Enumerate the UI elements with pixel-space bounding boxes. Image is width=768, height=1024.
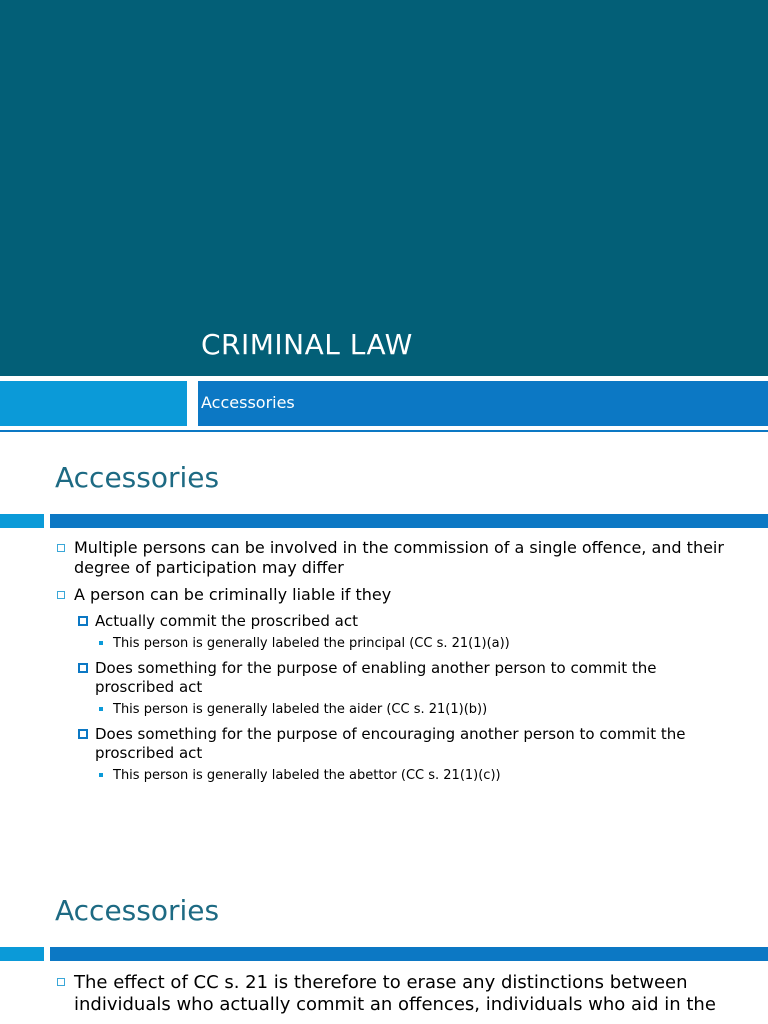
bullet-text: A person can be criminally liable if they [74, 585, 392, 604]
bullet-text: The effect of CC s. 21 is therefore to erase any distinctions between individuals who actually commit an offences, individuals who aid in the [74, 972, 716, 1015]
slide2-accent-right [50, 514, 768, 528]
sub-list-item [0, 612, 705, 631]
sub-bullet-text: Does something for the purpose of encouraging another person to commit the proscribed act [95, 725, 686, 762]
list-item [0, 585, 724, 605]
slide2-accent-left [0, 514, 44, 528]
sub-list-item [0, 725, 705, 763]
note-text: This person is generally labeled the principal (CC s. 21(1)(a)) [113, 636, 510, 651]
bullet-dot-icon [99, 641, 103, 645]
note-item [0, 635, 713, 652]
bullet-box-icon [78, 663, 88, 673]
slide3-bullet-list [0, 972, 768, 1016]
sub-list-item [0, 659, 705, 697]
slide-title: CRIMINAL LAW [201, 328, 413, 361]
sub-bullet-text: Does something for the purpose of enabling another person to commit the proscribed act [95, 659, 657, 696]
slide2-heading: Accessories [55, 461, 220, 494]
slide-divider [0, 430, 768, 432]
bullet-square-icon [57, 978, 65, 986]
slide3-heading: Accessories [55, 894, 220, 927]
bullet-box-icon [78, 729, 88, 739]
bullet-dot-icon [99, 773, 103, 777]
bullet-text: Multiple persons can be involved in the commission of a single offence, and their degree of participation may differ [74, 538, 724, 577]
slide2-bullet-list [0, 538, 768, 791]
bullet-box-icon [78, 616, 88, 626]
subtitle-bar-left [0, 381, 187, 426]
slide3-accent-left [0, 947, 44, 961]
note-text: This person is generally labeled the abettor (CC s. 21(1)(c)) [113, 768, 501, 783]
bullet-square-icon [57, 544, 65, 552]
sub-bullet-text: Actually commit the proscribed act [95, 612, 358, 630]
list-item [0, 972, 754, 1016]
bullet-square-icon [57, 591, 65, 599]
note-text: This person is generally labeled the aider (CC s. 21(1)(b)) [113, 702, 488, 717]
slide3-accent-right [50, 947, 768, 961]
title-slide-background [0, 0, 768, 376]
bullet-dot-icon [99, 707, 103, 711]
note-item [0, 767, 713, 784]
slide-subtitle: Accessories [201, 393, 295, 412]
list-item [0, 538, 724, 578]
note-item [0, 701, 713, 718]
